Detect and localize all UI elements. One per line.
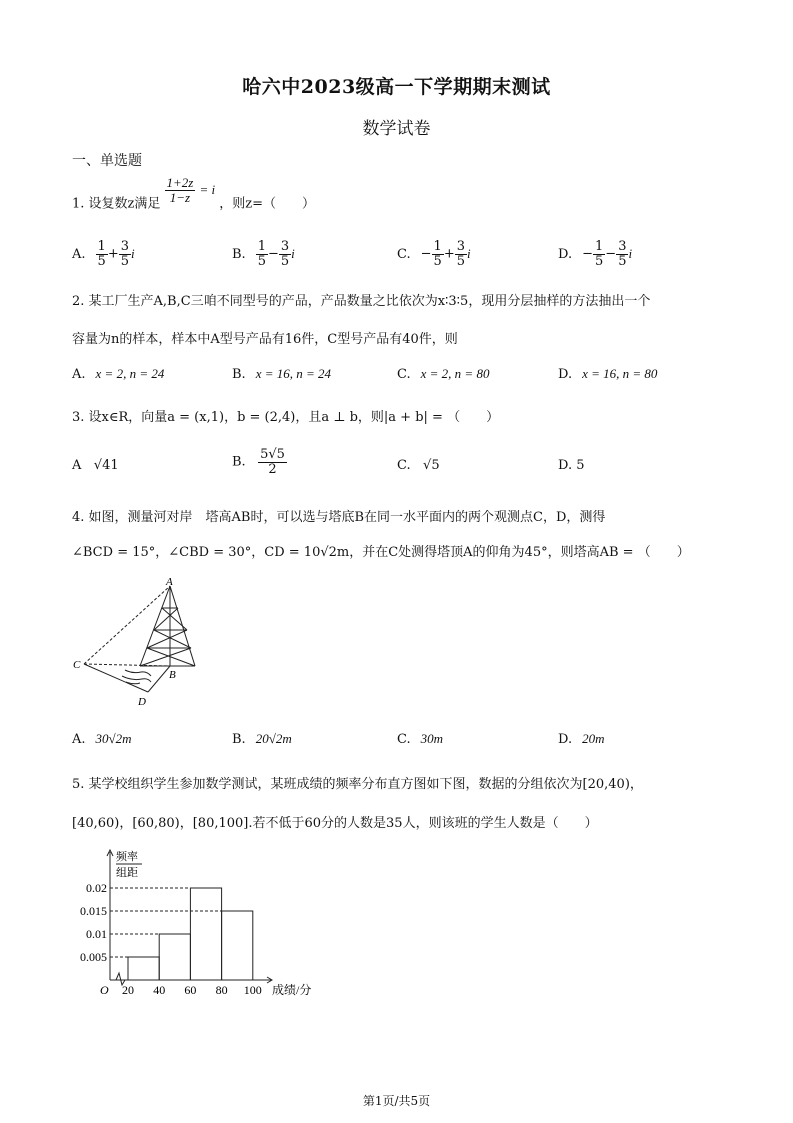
q3-option-a-value: √41 xyxy=(93,458,119,473)
x-tick-label: 80 xyxy=(215,983,228,997)
q1-option-d-sign: − xyxy=(582,246,593,262)
q4-option-c xyxy=(397,731,443,747)
y-axis-label-top: 频率 xyxy=(116,851,138,863)
q1-option-b-imag-unit: i xyxy=(291,246,295,262)
q4-option-b-value: 20√2m xyxy=(255,731,292,746)
q3-option-b-fraction xyxy=(258,448,287,476)
q2-option-c-value: x = 2, n = 80 xyxy=(420,366,490,381)
fraction-numerator: 1 xyxy=(257,239,266,254)
tower-brace-3 xyxy=(154,630,191,648)
q1-fraction-denominator: 1−z xyxy=(169,189,191,205)
x-tick-label: 60 xyxy=(184,983,197,997)
q1-option-d-imag-unit: i xyxy=(628,246,633,262)
q1-option-a-imag-fraction xyxy=(119,240,131,268)
page-footer: 第1页/共5页 xyxy=(362,1094,431,1108)
q4-option-d xyxy=(558,731,604,747)
fraction-numerator: 1 xyxy=(97,239,106,254)
fraction-denominator: 5 xyxy=(120,253,129,269)
tower-brace-6 xyxy=(140,648,191,666)
q1-option-c-imag-unit: i xyxy=(467,246,471,262)
histogram-bar xyxy=(222,911,253,980)
label-a: A xyxy=(166,578,173,588)
question-5-line-1: 5. 某学校组织学生参加数学测试，某班成绩的频率分布直方图如下图，数据的分组依次为[20,40)， xyxy=(72,777,643,792)
q1-option-b-label: B. xyxy=(232,246,246,262)
q2-option-c xyxy=(397,366,489,382)
label-b: B xyxy=(169,669,176,681)
q1-option-d-real-fraction xyxy=(593,240,605,268)
label-c: C xyxy=(73,659,81,671)
q1-option-b-operator: − xyxy=(267,246,279,262)
q2-option-a xyxy=(72,366,164,382)
fraction-denominator: 5 xyxy=(595,253,604,269)
q2-option-b-label: B. xyxy=(232,367,246,382)
question-2-line-1: 2. 某工厂生产A,B,C三咱不同型号的产品，产品数量之比依次为x∶3∶5，现用分层抽样的方法抽出一个 xyxy=(72,294,651,309)
fraction-denominator: 5 xyxy=(97,253,106,269)
y-tick-label: 0.01 xyxy=(86,927,107,941)
q3-option-a-label: A xyxy=(72,458,82,473)
q3-option-d xyxy=(558,458,585,473)
page-title: 哈六中2023级高一下学期期末测试 xyxy=(242,76,551,98)
fraction-denominator: 5 xyxy=(280,253,290,269)
tower-left-edge xyxy=(140,586,170,666)
q2-option-c-label: C. xyxy=(397,367,411,382)
q4-option-d-value: 20m xyxy=(582,731,605,746)
q1-option-d-operator: − xyxy=(605,246,617,262)
fraction-numerator: 1 xyxy=(595,239,604,254)
q1-option-a-real-fraction xyxy=(96,240,108,268)
fraction-numerator: 3 xyxy=(456,239,465,254)
histogram-bar xyxy=(190,888,221,980)
q1-option-a xyxy=(72,240,135,268)
page-subtitle: 数学试卷 xyxy=(362,119,431,139)
segment-cd xyxy=(84,664,148,692)
q3-option-a xyxy=(72,458,119,473)
question-5-line-2: [40,60)，[60,80)，[80,100].若不低于60分的人数是35人，则该班的学生人数是（ ） xyxy=(72,816,598,831)
frequency-histogram xyxy=(66,844,336,1004)
river-wave-2 xyxy=(122,676,151,682)
label-d: D xyxy=(138,696,146,708)
fraction-denominator: 5 xyxy=(456,253,465,269)
q3-option-d-value: 5 xyxy=(576,458,585,473)
q2-option-d-label: D. xyxy=(558,367,573,382)
river-wave-1 xyxy=(125,670,151,676)
fraction-numerator: 3 xyxy=(618,239,627,254)
histogram-bar xyxy=(128,957,159,980)
q1-option-a-imag-unit: i xyxy=(131,246,135,262)
q4-option-b xyxy=(232,731,292,747)
q1-option-c-sign: − xyxy=(420,246,432,262)
q2-option-b xyxy=(232,366,331,382)
q4-option-c-value: 30m xyxy=(420,731,444,746)
y-axis-label-bottom: 组距 xyxy=(116,867,138,879)
q3-option-c-label: C. xyxy=(397,458,411,473)
question-4-line-1: 4. 如图，测量河对岸 塔高AB时，可以选与塔底B在同一水平面内的两个观测点C，D，测得 xyxy=(72,510,606,525)
section-heading: 一、单选题 xyxy=(72,153,142,169)
q1-option-c-label: C. xyxy=(397,246,411,262)
q1-option-a-label: A. xyxy=(72,246,86,262)
q3-option-c-value: √5 xyxy=(423,458,440,473)
q3-option-b xyxy=(232,448,287,476)
fraction-denominator: 5 xyxy=(433,253,442,269)
q1-equation-rhs: = i xyxy=(199,181,216,197)
x-tick-label: 40 xyxy=(153,983,166,997)
q1-option-d-label: D. xyxy=(558,246,573,262)
q4-option-b-label: B. xyxy=(232,732,246,747)
fraction-numerator: 1 xyxy=(433,239,442,254)
q3-option-d-label: D. xyxy=(558,458,573,473)
q2-option-d-value: x = 16, n = 80 xyxy=(582,366,658,381)
q1-fraction-numerator: 1+2z xyxy=(166,175,194,190)
x-tick-label: 100 xyxy=(243,983,262,997)
q2-option-a-label: A. xyxy=(72,367,86,382)
question-4-line-2: ∠BCD = 15°，∠CBD = 30°，CD = 10√2m，并在C处测得塔顶A的仰角为45°，则塔高AB = （ ） xyxy=(72,545,690,560)
q4-option-a-label: A. xyxy=(72,732,86,747)
histogram-bar xyxy=(159,934,190,980)
q4-option-d-label: D. xyxy=(558,732,573,747)
q1-option-b xyxy=(232,240,295,268)
q4-option-a xyxy=(72,731,132,747)
q1-stem-suffix: ，则z=（ ） xyxy=(219,196,316,212)
q2-option-a-value: x = 2, n = 24 xyxy=(95,366,165,381)
q1-option-d xyxy=(558,240,632,268)
q1-option-a-operator: + xyxy=(107,246,119,262)
tower-figure xyxy=(70,578,210,708)
segment-bd xyxy=(148,666,170,692)
q3-option-b-numerator: 5√5 xyxy=(260,447,285,462)
fraction-denominator: 5 xyxy=(257,253,266,269)
x-axis-label: 成绩/分 xyxy=(272,983,312,997)
q1-stem-prefix: 1. 设复数z满足 xyxy=(72,196,161,212)
tower-brace-5 xyxy=(147,648,195,666)
q1-option-c-imag-fraction xyxy=(455,240,467,268)
q2-option-b-value: x = 16, n = 24 xyxy=(255,366,332,381)
question-2-line-2: 容量为n的样本，样本中A型号产品有16件，C型号产品有40件，则 xyxy=(72,332,458,347)
q1-option-d-imag-fraction xyxy=(616,240,628,268)
q2-option-d xyxy=(558,366,657,382)
q4-option-c-label: C. xyxy=(397,732,411,747)
question-3-stem: 3. 设x∈R，向量a = (x,1)，b = (2,4)，且a ⊥ b，则|a + b| = （ ） xyxy=(72,410,500,425)
q1-option-c-operator: + xyxy=(443,246,455,262)
fraction-numerator: 3 xyxy=(280,239,290,254)
fraction-denominator: 5 xyxy=(618,253,627,269)
fraction-numerator: 3 xyxy=(120,239,129,254)
x-tick-label: 20 xyxy=(122,983,134,997)
y-tick-label: 0.02 xyxy=(86,881,107,895)
y-tick-label: 0.005 xyxy=(80,950,107,964)
origin-label: O xyxy=(100,983,109,997)
q1-option-c xyxy=(397,240,471,268)
q1-equation-fraction xyxy=(165,176,196,204)
q1-option-c-real-fraction xyxy=(432,240,444,268)
q3-option-b-label: B. xyxy=(232,454,246,470)
y-tick-label: 0.015 xyxy=(80,904,107,918)
q4-option-a-value: 30√2m xyxy=(95,731,132,746)
q1-option-b-imag-fraction xyxy=(279,240,291,268)
q1-option-b-real-fraction xyxy=(256,240,268,268)
q3-option-b-denominator: 2 xyxy=(268,461,277,477)
q3-option-c xyxy=(397,458,440,473)
question-1-stem xyxy=(72,175,316,216)
